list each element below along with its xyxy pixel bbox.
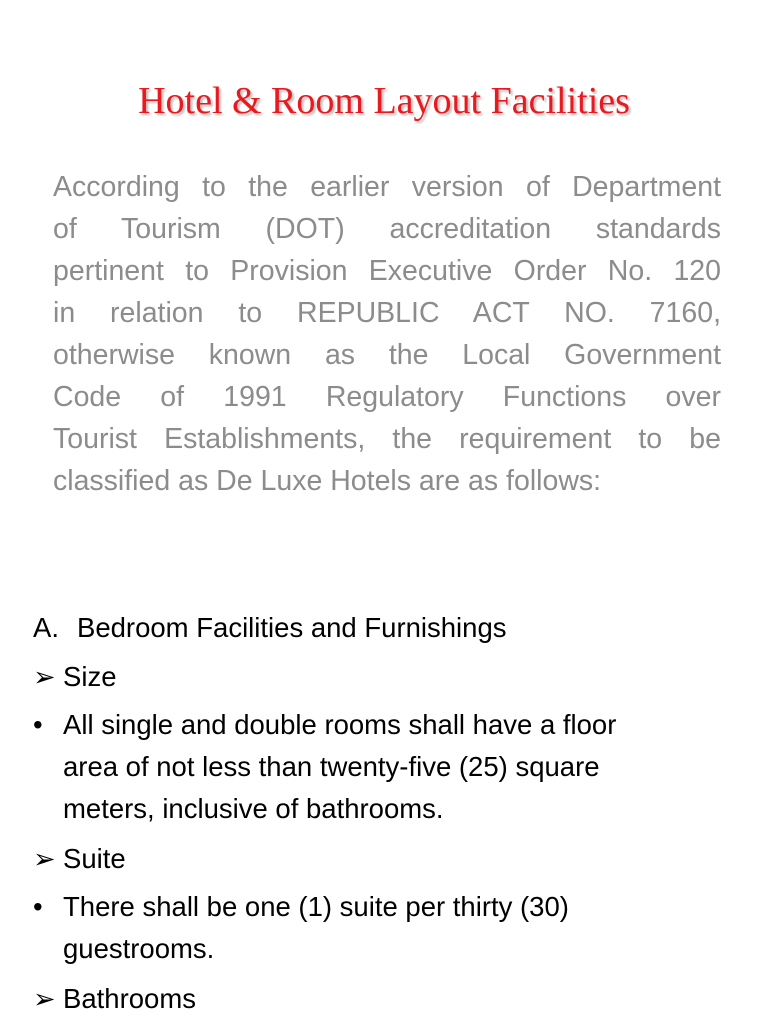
subsection-size (33, 652, 733, 702)
arrow-bullet-icon: ➢ (33, 984, 56, 1014)
slide-title: Hotel & Room Layout Facilities (138, 80, 630, 122)
bullet-text-line: There shall be one (1) suite per thirty (30) (63, 891, 569, 922)
intro-paragraph (53, 166, 721, 502)
subsection-label: Size (63, 661, 117, 692)
intro-line: Tourist Establishments, the requirement to be (53, 423, 721, 455)
bullet-item-suite (33, 884, 733, 974)
subsection-bathrooms (33, 974, 733, 1024)
intro-line: Code of 1991 Regulatory Functions over (53, 381, 721, 413)
bullet-text-line: guestrooms. (63, 933, 215, 964)
intro-line: pertinent to Provision Executive Order No. 120 (53, 255, 721, 287)
arrow-bullet-icon: ➢ (33, 844, 56, 874)
arrow-bullet-icon: ➢ (33, 662, 56, 692)
bullet-text-line: area of not less than twenty-five (25) square (63, 751, 600, 782)
intro-line: classified as De Luxe Hotels are as follows: (53, 465, 602, 497)
section-heading-text: Bedroom Facilities and Furnishings (77, 612, 507, 643)
subsection-label: Suite (63, 843, 126, 874)
intro-line: of Tourism (DOT) accreditation standards (53, 213, 721, 245)
bullet-text-line: All single and double rooms shall have a floor (63, 709, 617, 740)
intro-line: in relation to REPUBLIC ACT NO. 7160, (53, 297, 721, 329)
bullet-item-size (33, 702, 733, 834)
section-marker: A. (33, 612, 59, 643)
bullet-dot-icon: • (33, 709, 43, 740)
intro-line: According to the earlier version of Department (53, 171, 721, 203)
requirements-list (33, 604, 733, 1024)
bullet-text (63, 704, 733, 830)
bullet-text-line: meters, inclusive of bathrooms. (63, 793, 444, 824)
bullet-text (63, 886, 733, 970)
bullet-dot-icon: • (33, 891, 43, 922)
intro-line: otherwise known as the Local Government (53, 339, 721, 371)
section-heading (33, 604, 733, 652)
subsection-suite (33, 834, 733, 884)
subsection-label: Bathrooms (63, 983, 196, 1014)
